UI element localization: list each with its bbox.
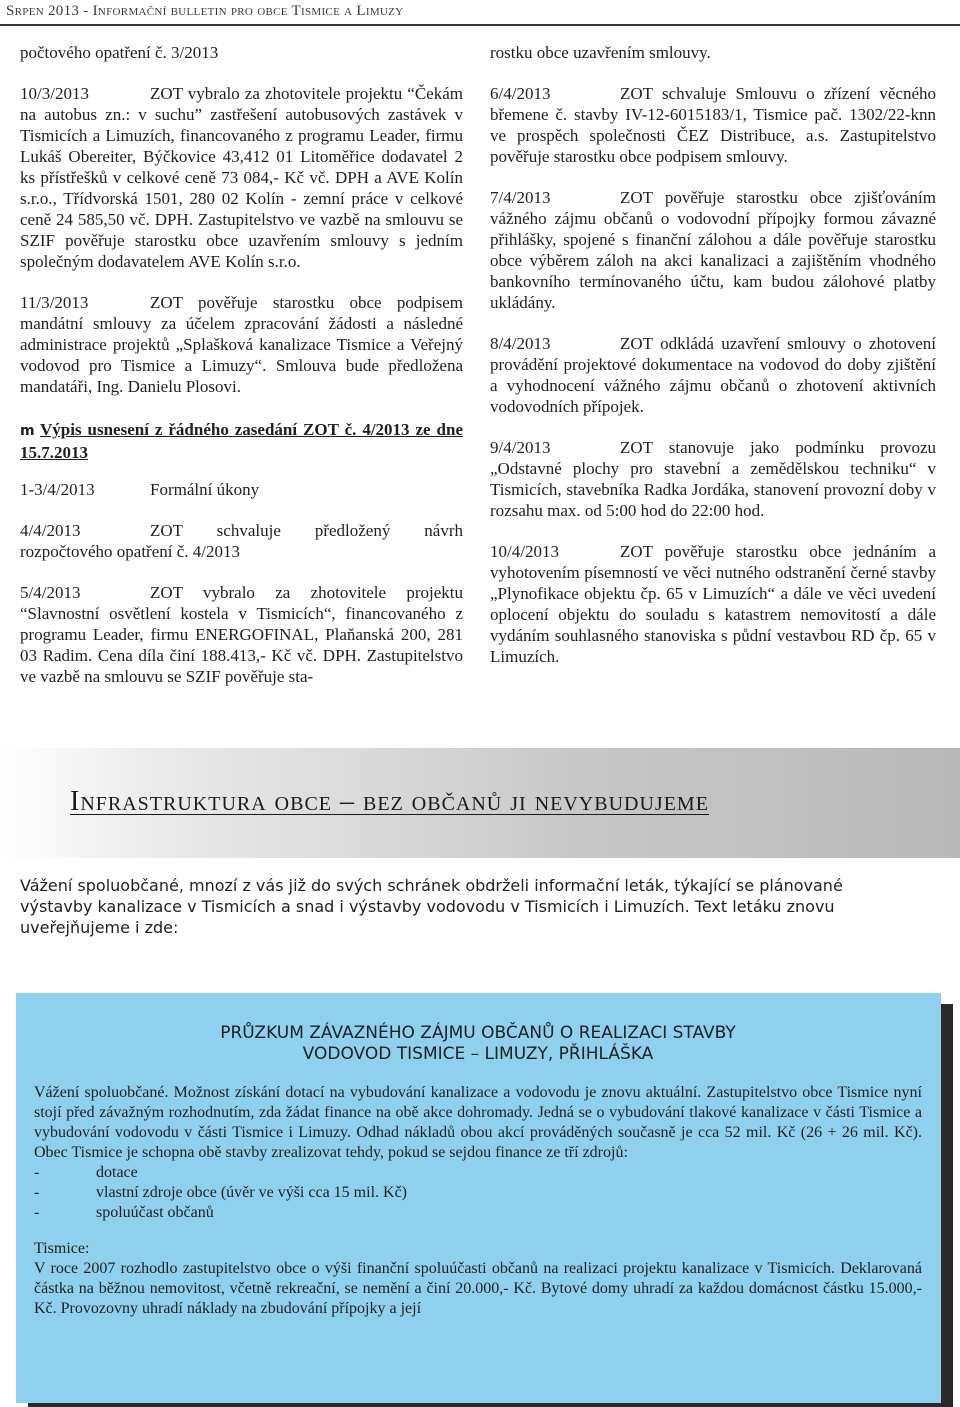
resolution-item — [490, 437, 936, 521]
resolution-number: 9/4/2013 — [490, 438, 551, 457]
resolution-text: ZOT odkládá uzavření smlouvy o zhotovení provádění projektové dokumentace na vodovod do doby zjištění a vyhodnocení vážného zájmu občanů o zhotovení aktivních vodovodních přípojek. — [490, 334, 936, 416]
paragraph: rostku obce uzavřením smlouvy. — [490, 43, 711, 62]
survey-label: Tismice: — [34, 1240, 90, 1257]
resolution-number: 10/4/2013 — [490, 542, 559, 561]
list-item: - vlastní zdroje obce (úvěr ve výši cca 15 mil. Kč) — [34, 1184, 407, 1201]
resolution-item — [490, 83, 936, 167]
resolution-text: ZOT pověřuje starostku obce podpisem mandátní smlouvy za účelem zpracování žádosti a následné administrace projektů „Splašková kanalizace Tismice a Veřejný vodovod pro Tismice a Limuzy“. Smlouva bude předložena mandatáři, Ing. Danielu Plosovi. — [20, 293, 463, 396]
page-header — [0, 0, 960, 27]
survey-title-line: PRŮZKUM ZÁVAZNÉHO ZÁJMU OBČANŮ O REALIZACI STAVBY — [220, 1023, 736, 1043]
resolution-item — [490, 333, 936, 417]
resolution-text: ZOT schvaluje předložený návrh rozpočtového opatření č. 4/2013 — [20, 521, 463, 561]
resolution-number: 6/4/2013 — [490, 84, 551, 103]
section-heading — [20, 419, 463, 463]
banner-title: Infrastruktura obce – bez občanů ji nevybudujeme — [70, 786, 709, 817]
resolution-text: ZOT schvaluje Smlouvu o zřízení věcného břemene č. stavby IV-12-6015183/1, Tismice pač. 1302/22-knn ve prospěch společnosti ČEZ Distribuce, a.s. Zastupitelstvo pověřuje starostku obce podpisem smlouvy. — [490, 84, 936, 166]
resolution-number: 4/4/2013 — [20, 521, 81, 540]
resolution-text: Formální úkony — [150, 480, 260, 499]
left-column — [20, 42, 463, 707]
survey-content — [34, 1013, 922, 1319]
resolution-number: 7/4/2013 — [490, 188, 551, 207]
header-title: Srpen 2013 - Informační bulletin pro obce Tismice a Limuzy — [6, 3, 404, 19]
resolution-item — [20, 479, 463, 500]
survey-box — [16, 993, 941, 1403]
resolution-text: ZOT vybralo za zhotovitele projektu “Čekám na autobus zn.: v suchu” zastřešení autobusových zastávek v Tismicích a Limuzích, financovaného z programu Leader, firmu Lukáš Obereiter, Býčkovice 43,412 01 Litoměřice dodavatel 2 ks přístřešků v celkové ceně 73 084,- Kč vč. DPH a AVE Kolín s.r.o., Třídvorská 1501, 280 02 Kolín - zemní práce v celkové ceně 24 585,50 vč. DPH. Zastupitelstvo ve vazbě na smlouvu se SZIF pověřuje starostku obce uzavřením smlouvy s jedním společným dodavatelem AVE Kolín s.r.o. — [20, 84, 463, 271]
list-item: - dotace — [34, 1164, 138, 1181]
section-title: Výpis usnesení z řádného zasedání ZOT č. 4/2013 ze dne 15.7.2013 — [20, 420, 463, 462]
resolution-number: 11/3/2013 — [20, 293, 89, 312]
intro-paragraph: Vážení spoluobčané, mnozí z vás již do svých schránek obdrželi informační leták, týkající se plánované výstavby kanalizace v Tismicích a snad i výstavby vodovodu v Tismicích i Limuzích. Text letáku znovu uveřejňujeme i zde: — [20, 876, 843, 937]
resolution-item — [20, 292, 463, 397]
survey-title-line: VODOVOD TISMICE – LIMUZY, PŘIHLÁŠKA — [302, 1044, 654, 1064]
resolution-text: ZOT stanovuje jako podmínku provozu „Odstavné plochy pro stavební a zemědělskou techniku“ v Tismicích, stavebníka Radka Jordáka, stanovení provozní doby v rozsahu max. od 5:00 hod do 22:00 hod. — [490, 438, 936, 520]
resolution-text: ZOT vybralo za zhotovitele projektu “Slavnostní osvětlení kostela v Tismicích“, financovaného z programu Leader, firmu ENERGOFINAL, Plaňanská 200, 281 03 Radim. Cena díla činí 188.413,- Kč vč. DPH. Zastupitelstvo ve vazbě na smlouvu se SZIF pověřuje sta- — [20, 583, 463, 686]
resolution-number: 8/4/2013 — [490, 334, 551, 353]
resolution-text: ZOT pověřuje starostku obce zjišťováním vážného zájmu občanů o vodovodní přípojky formou závazné přihlášky, spojené s finanční zálohou a dále pověřuje starostku obce výběrem záloh na akci kanalizaci a zajištěním vhodného bankovního termínovaného účtu, kam budou zálohové platby ukládány. — [490, 188, 936, 312]
resolution-item — [20, 520, 463, 562]
bullet-icon: m — [20, 423, 35, 439]
resolution-item — [20, 83, 463, 272]
header-rule — [0, 24, 960, 26]
section-banner — [0, 748, 960, 858]
resolution-item — [490, 541, 936, 667]
right-column — [490, 42, 936, 687]
resolution-item — [20, 582, 463, 687]
resolution-number: 5/4/2013 — [20, 583, 81, 602]
resolution-item — [490, 187, 936, 313]
survey-title — [34, 1023, 922, 1065]
resolution-number: 1-3/4/2013 — [20, 480, 95, 499]
resolution-text: ZOT pověřuje starostku obce jednáním a vyhotovením písemností ve věci nutného odstranění černé stavby „Plynofikace objektu čp. 65 v Limuzích“ a dále ve věci uvedení oplocení objektu do souladu s katastrem nemovitostí a dále vydáním souhlasného stanoviska s půdní vestavbou RD čp. 65 v Limuzích. — [490, 542, 936, 666]
resolution-number: 10/3/2013 — [20, 84, 89, 103]
survey-paragraph: V roce 2007 rozhodlo zastupitelstvo obce o výši finanční spoluúčasti občanů na realizaci projektu kanalizace v Tismicích. Deklarovaná částka na běžnou nemovitost, včetně rekreační, se nemění a činí 20.000,- Kč. Bytové domy uhradí za každou domácnost částku 15.000,- Kč. Provozovny uhradí náklady na zbudování přípojky a její — [34, 1260, 922, 1317]
list-item: - spoluúčast občanů — [34, 1204, 214, 1221]
paragraph: počtového opatření č. 3/2013 — [20, 43, 219, 62]
survey-paragraph: Vážení spoluobčané. Možnost získání dotací na vybudování kanalizace a vodovodu je znovu aktuální. Zastupitelstvo obce Tismice nyní stojí před závažným rozhodnutím, zda žádat finance na obě akce dohromady. Jedná se o vybudování tlakové kanalizace v části Tismice a vybudování vodovodu v části Tismice i Limuzy. Odhad nákladů obou akcí prováděných současně je cca 52 mil. Kč (26 + 26 mil. Kč). Obec Tismice je schopna obě stavby zrealizovat tehdy, pokud se sejdou finance ze tří zdrojů: — [34, 1084, 922, 1161]
